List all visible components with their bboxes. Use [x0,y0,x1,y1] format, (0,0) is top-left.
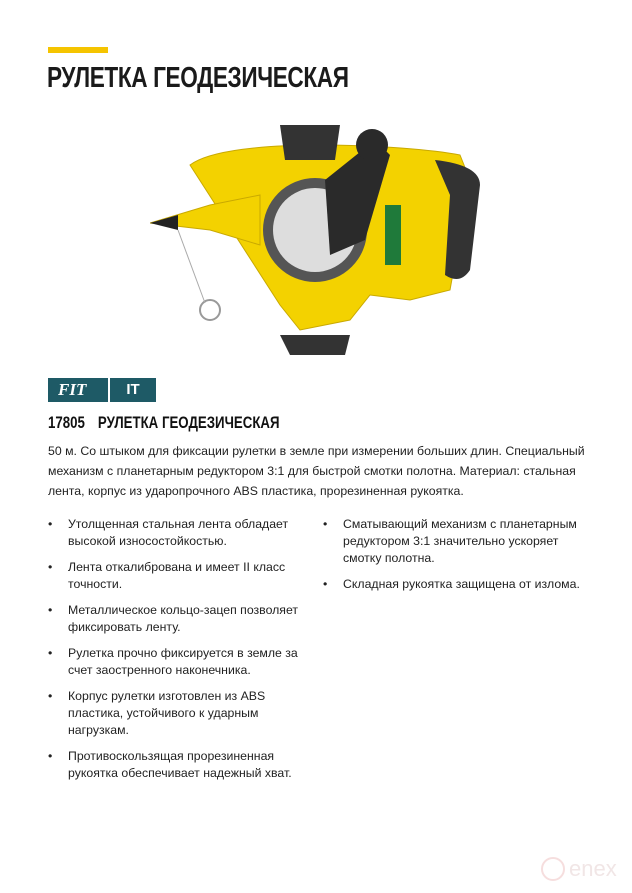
bullet: • [48,517,53,531]
page-title: РУЛЕТКА ГЕОДЕЗИЧЕСКАЯ [47,62,349,94]
product-description: 50 м. Со штыком для фиксации рулетки в земле при измерении больших длин. Специальный механизм с планетарным редуктором 3:1 для быстрой смотки полотна. Материал: стальная лента, корпус из ударопрочного ABS пластика, прорезиненная рукоятка. [48,444,585,498]
fit-logo: FIT [48,378,108,402]
bullet: • [323,577,328,591]
brand-badges [48,378,156,402]
feature-text: Складная рукоятка защищена от излома. [343,577,580,591]
bullet: • [48,560,53,574]
it-badge: IT [110,378,156,402]
product-heading [48,413,280,433]
feature-text: Лента откалибрована и имеет II класс точности. [68,560,286,591]
feature-text: Утолщенная стальная лента обладает высокой износостойкостью. [68,517,289,548]
product-name: РУЛЕТКА ГЕОДЕЗИЧЕСКАЯ [97,413,280,432]
feature-text: Корпус рулетки изготовлен из ABS пластика, устойчивого к ударным нагрузкам. [68,689,266,737]
bullet: • [48,689,53,703]
feature-item [48,645,313,679]
watermark [541,856,617,882]
feature-item [48,688,313,739]
features-left [48,516,313,791]
bullet: • [323,517,328,531]
features-right [323,516,583,602]
bullet: • [48,646,53,660]
feature-text: Рулетка прочно фиксируется в земле за счет заостренного наконечника. [68,646,298,677]
tape-measure-image [150,105,500,360]
feature-item [48,748,313,782]
product-code: 17805 [48,413,85,432]
feature-item [323,516,583,567]
bullet: • [48,603,53,617]
feature-item [48,602,313,636]
watermark-logo-icon [541,857,565,881]
feature-item [48,559,313,593]
feature-text: Металлическое кольцо-зацеп позволяет фиксировать ленту. [68,603,299,634]
accent-bar [48,47,108,53]
feature-item [323,576,583,593]
feature-text: Противоскользящая прорезиненная рукоятка обеспечивает надежный хват. [68,749,292,780]
watermark-text: enex [569,856,617,881]
feature-item [48,516,313,550]
bullet: • [48,749,53,763]
feature-text: Сматывающий механизм с планетарным редуктором 3:1 значительно ускоряет смотку полотна. [343,517,577,565]
